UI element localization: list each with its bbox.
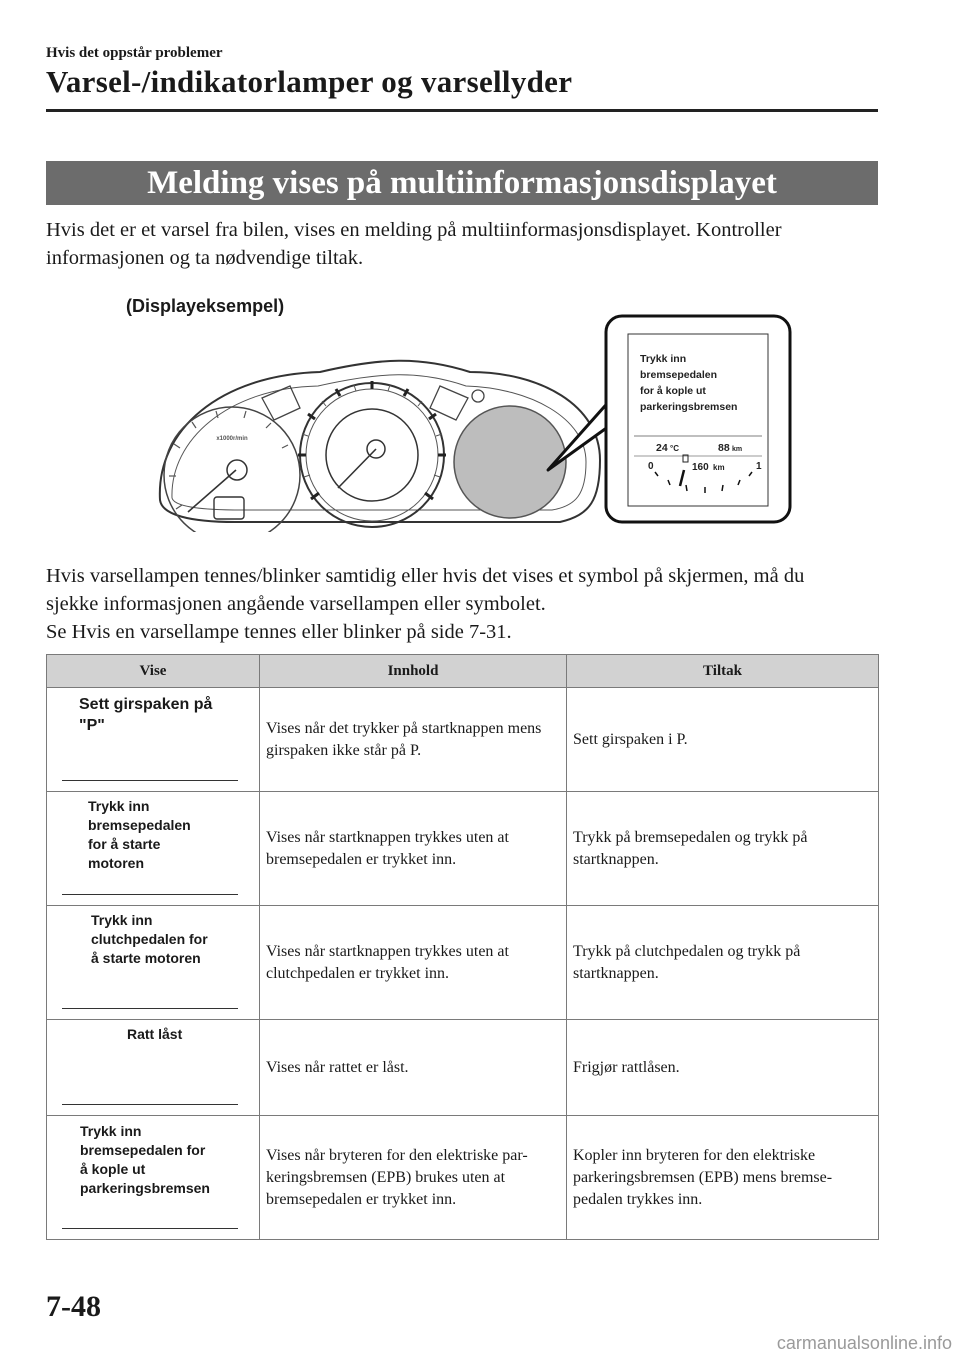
table-header-row	[47, 655, 879, 688]
vise-cell	[47, 906, 260, 1020]
section-banner	[46, 161, 878, 205]
intro-paragraph-line-1: Hvis det er et varsel fra bilen, vises en melding på multiinformasjonsdisplayet. Kontroller	[46, 219, 782, 241]
table-row	[47, 1116, 879, 1240]
chapter-rule	[46, 109, 878, 112]
tiltak-cell: Trykk på bremsepedalen og trykk på startknappen.	[567, 792, 879, 906]
instrument-cluster-illustration	[150, 310, 800, 532]
temperature-unit: °C	[670, 444, 679, 453]
body-paragraph-line-2: sjekke informasjonen angående varsellampen eller symbolet.	[46, 593, 546, 615]
tiltak-cell: Trykk på clutchpedalen og trykk på startknappen.	[567, 906, 879, 1020]
innhold-cell: Vises når det trykker på startknappen mens girspaken ikke står på P.	[260, 688, 567, 792]
table-row	[47, 688, 879, 792]
range-unit: km	[732, 446, 743, 453]
callout-message-line: for å kople ut	[640, 385, 706, 397]
display-underline	[62, 1008, 238, 1009]
vise-cell	[47, 1020, 260, 1116]
running-head: Hvis det oppstår problemer	[46, 45, 223, 61]
multi-information-display	[454, 406, 566, 518]
intro-paragraph-line-2: informasjonen og ta nødvendige tiltak.	[46, 247, 364, 269]
figure-caption: (Displayeksempel)	[126, 296, 285, 316]
innhold-cell: Vises når rattet er låst.	[260, 1020, 567, 1116]
callout-message-line: parkeringsbremsen	[640, 401, 738, 413]
display-underline	[62, 894, 238, 895]
message-table	[46, 654, 879, 1240]
display-underline	[62, 1228, 238, 1229]
callout-message-line: Trykk inn	[640, 353, 687, 365]
tiltak-cell: Sett girspaken i P.	[567, 688, 879, 792]
tach-unit-label: x1000r/min	[216, 436, 248, 442]
display-message: Ratt låst	[127, 1026, 183, 1042]
innhold-cell: Vises når bryteren for den elektriske par-keringsbremsen (EPB) brukes uten at bremsepedalen er trykket inn.	[260, 1116, 567, 1240]
vise-cell	[47, 1116, 260, 1240]
column-header-innhold: Innhold	[260, 655, 567, 688]
display-underline	[62, 780, 238, 781]
vise-cell	[47, 688, 260, 792]
display-message: Sett girspaken på "P"	[79, 696, 213, 734]
tiltak-cell: Kopler inn bryteren for den elektriske parkeringsbremsen (EPB) mens bremse-pedalen trykkes inn.	[567, 1116, 879, 1240]
tiltak-cell: Frigjør rattlåsen.	[567, 1020, 879, 1116]
display-message: Trykk inn clutchpedalen for å starte motoren	[91, 912, 208, 966]
column-header-tiltak: Tiltak	[567, 655, 879, 688]
body-paragraph-line-1: Hvis varsellampen tennes/blinker samtidig eller hvis det vises et symbol på skjermen, må du	[46, 565, 805, 587]
distance-unit: km	[713, 463, 725, 472]
temperature-value: 24	[656, 442, 668, 454]
fuel-full-mark: 1	[756, 461, 762, 472]
display-message: Trykk inn bremsepedalen for å starte motoren	[88, 798, 191, 871]
vise-cell	[47, 792, 260, 906]
callout-message-line: bremsepedalen	[640, 369, 718, 381]
watermark-text: carmanualsonline.info	[776, 1333, 952, 1353]
display-underline	[62, 1104, 238, 1105]
range-value: 88	[718, 442, 730, 454]
page-number: 7-48	[46, 1290, 101, 1323]
table-row	[47, 792, 879, 906]
innhold-cell: Vises når startknappen trykkes uten at clutchpedalen er trykket inn.	[260, 906, 567, 1020]
display-message: Trykk inn bremsepedalen for å kople ut parkeringsbremsen	[80, 1123, 210, 1196]
table-row	[47, 906, 879, 1020]
innhold-cell: Vises når startknappen trykkes uten at bremsepedalen er trykket inn.	[260, 792, 567, 906]
distance-value: 160	[692, 462, 709, 473]
fuel-empty-mark: 0	[648, 461, 654, 472]
chapter-title: Varsel-/indikatorlamper og varsellyder	[46, 64, 573, 99]
body-paragraph-line-3: Se Hvis en varsellampe tennes eller blinker på side 7-31.	[46, 621, 512, 643]
column-header-vise: Vise	[47, 655, 260, 688]
section-title: Melding vises på multiinformasjonsdisplayet	[147, 164, 777, 201]
table-row	[47, 1020, 879, 1116]
